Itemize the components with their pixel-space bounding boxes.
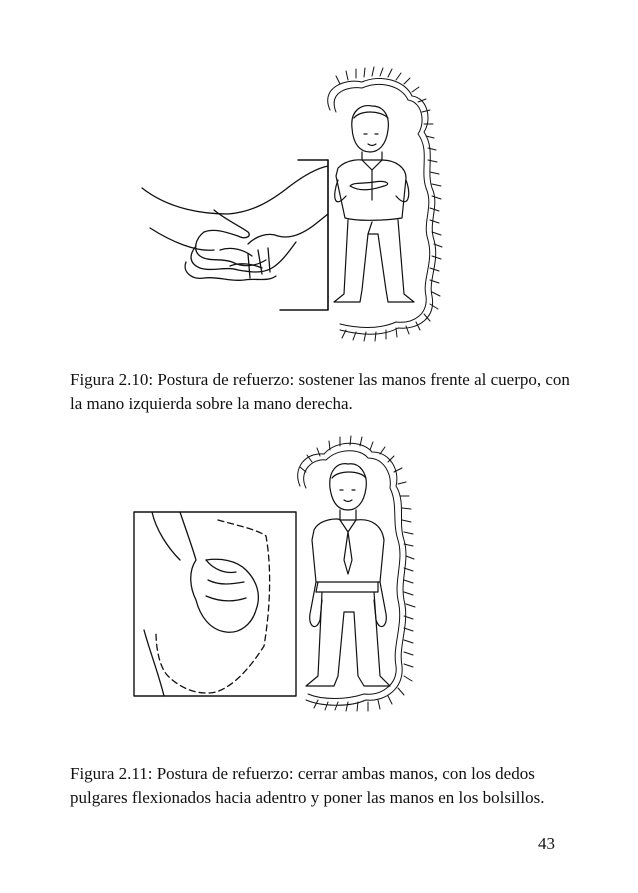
- closeup-frame: [134, 512, 296, 696]
- figure-caption: Figura 2.11: Postura de refuerzo: cerrar ambas manos, con los dedos pulgares flexionados hacia adentro y poner las manos en los bolsillos.: [70, 764, 545, 807]
- aura-hatching: [298, 443, 406, 705]
- standing-man-figure: [306, 464, 390, 686]
- page-number: 43: [538, 834, 555, 853]
- fist-closeup-drawing: [144, 512, 270, 696]
- figure-caption: Figura 2.10: Postura de refuerzo: sostener las manos frente al cuerpo, con la mano izquierda sobre la mano derecha.: [70, 370, 570, 413]
